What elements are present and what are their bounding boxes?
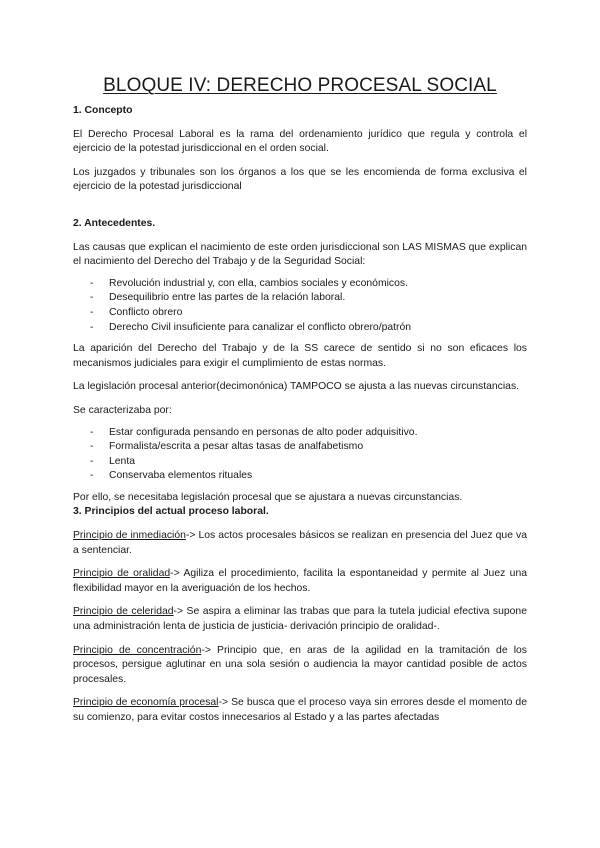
principle-text: -> Principio que, en aras de la agilidad en la tramitación de los procesos, persigue aglutinar en una sola sesión o audiencia la mayor cantidad posible de actos procesales. [73,644,528,685]
list-item: - Revolución industrial y, con ella, cambios sociales y económicos. [73,277,527,292]
paragraph: La legislación procesal anterior(decimonónica) TAMPOCO se ajusta a las nuevas circunstancias. [73,381,520,393]
document-body [73,104,527,726]
paragraph: La aparición del Derecho del Trabajo y de la SS carece de sentido si no son eficaces los mecanismos judiciales para exigir el cumplimiento de estas normas. [73,343,527,369]
bullet-list [73,426,527,484]
principle-item [73,567,527,596]
principle-text: -> Se aspira a eliminar las trabas que para la tutela judicial efectiva supone una administración lenta de justicia de justicia- derivación principio de oralidad-. [73,606,527,633]
list-item: - Conflicto obrero [73,306,527,321]
list-item: - Lenta [73,455,527,470]
principle-term: Principio de oralidad [73,568,171,580]
principle-item [73,696,527,725]
list-item: - Conservaba elementos rituales [73,469,527,484]
bullet-list [73,277,527,335]
page-title: BLOQUE IV: DERECHO PROCESAL SOCIAL [103,75,497,96]
list-item: - Desequilibrio entre las partes de la relación laboral. [73,291,527,306]
principle-item [73,529,527,558]
principle-item [73,605,527,634]
paragraph: Las causas que explican el nacimiento de este orden jurisdiccional son LAS MISMAS que explican el nacimiento del Derecho del Trabajo y de la Seguridad Social: [73,241,527,268]
principle-text: -> Los actos procesales básicos se realizan en presencia del Juez que va a sentenciar. [73,530,527,556]
paragraph: El Derecho Procesal Laboral es la rama del ordenamiento jurídico que regula y controla el ejercicio de la potestad jurisdiccional en el orden social. [73,128,527,155]
paragraph: Se caracterizaba por: [73,404,172,416]
principle-term: Principio de economía procesal [73,697,219,709]
principle-text: -> Agiliza el procedimiento, facilita la espontaneidad y permite al Juez una flexibilidad mayor en la averiguación de los hechos. [73,568,527,594]
principle-term: Principio de celeridad [73,606,174,618]
section-heading-antecedentes: 2. Antecedentes. [73,217,156,229]
principle-item [73,644,527,688]
list-item: - Derecho Civil insuficiente para canalizar el conflicto obrero/patrón [73,321,527,336]
section-heading-concepto: 1. Concepto [73,105,133,116]
principle-term: Principio de concentración [73,644,202,656]
section-heading-principios: 3. Principios del actual proceso laboral. [73,506,269,518]
principle-text: -> Se busca que el proceso vaya sin errores desde el momento de su comienzo, para evitar costos innecesarios al Estado y a las partes afectadas [73,697,527,723]
list-item: - Formalista/escrita a pesar altas tasas de analfabetismo [73,440,527,455]
paragraph: Los juzgados y tribunales son los órganos a los que se les encomienda de forma exclusiva el ejercicio de la potestad jurisdiccional [73,166,527,193]
paragraph: Por ello, se necesitaba legislación procesal que se ajustara a nuevas circunstancias. [73,491,463,503]
list-item: - Estar configurada pensando en personas de alto poder adquisitivo. [73,426,527,441]
principle-term: Principio de inmediación [73,530,186,542]
